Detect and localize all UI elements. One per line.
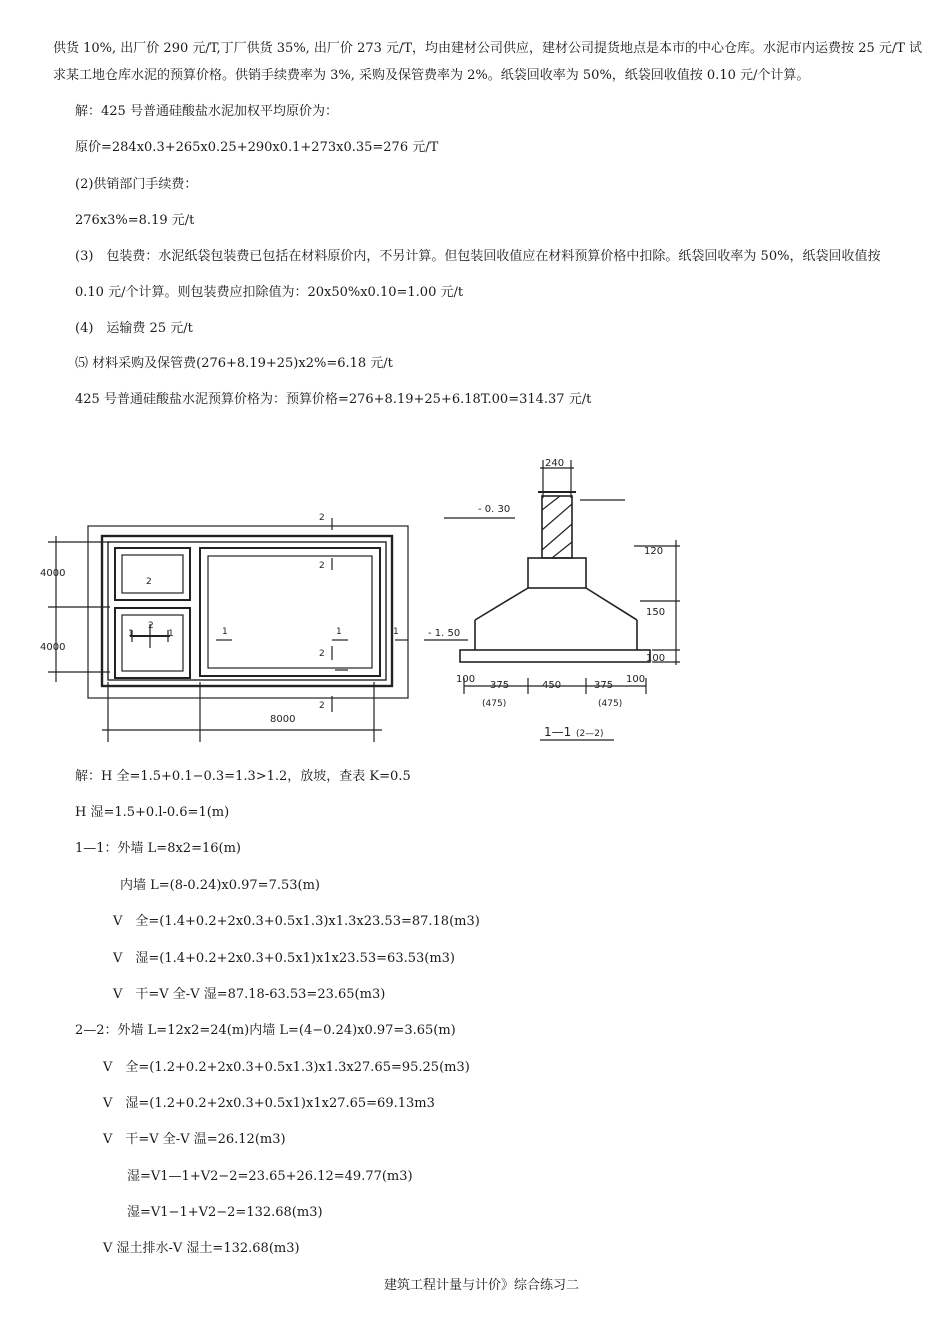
foundation-plan (48, 518, 408, 742)
section-level-neg030: - 0. 30 (478, 504, 511, 515)
text-line-25: V 湿土排水-V 湿土=132.68(m3) (103, 1241, 300, 1256)
section-dim-100-left: 100 (456, 674, 476, 685)
text-line-2: 求某工地仓库水泥的预算价格。供销手续费率为 3%, 采购及保管费率为 2%。纸袋回收率为 50%，纸袋回收值按 0.10 元/个计算。 (53, 68, 810, 83)
section-caption: 1—1 (544, 725, 572, 739)
plan-mark-2-low: 2 (319, 649, 325, 659)
section-dim-450: 450 (542, 680, 562, 691)
text-line-22: V 干=V 全-V 温=26.12(m3) (103, 1132, 286, 1147)
text-line-23: 湿=V1—1+V2−2=23.65+26.12=49.77(m3) (127, 1169, 413, 1184)
plan-wall-inner (108, 542, 386, 680)
text-line-9: (4) 运输费 25 元/t (75, 321, 193, 336)
room-top-left-inner (122, 555, 183, 593)
text-line-20: V 全=(1.2+0.2+2x0.3+0.5x1.3)x1.3x27.65=95.25(m3) (103, 1060, 470, 1075)
section-level-neg150: - 1. 50 (428, 628, 461, 639)
section-dim-100-right: 100 (646, 653, 666, 664)
section-dim-475-left: (475) (482, 699, 507, 709)
plan-mark-2-small: 2 (148, 621, 154, 631)
text-line-24: 湿=V1−1+V2−2=132.68(m3) (127, 1205, 323, 1220)
text-line-14: 1—1：外墙 L=8x2=16(m) (75, 841, 241, 856)
section-dim-240: 240 (545, 458, 565, 469)
plan-wall-outer (102, 536, 392, 686)
plan-mark-1-room: 1 (222, 627, 228, 637)
section-dim-375-right: 375 (594, 680, 614, 691)
text-line-4: 原价=284x0.3+265x0.25+290x0.1+273x0.35=276 元/T (75, 140, 439, 155)
text-line-21: V 湿=(1.2+0.2+2x0.3+0.5x1)x1x27.65=69.13m3 (103, 1096, 435, 1111)
plan-mark-1-room-right: 1 (336, 627, 342, 637)
room-bottom-left-outer (115, 608, 190, 678)
text-line-10: ⑸ 材料采购及保管费(276+8.19+25)x2%=6.18 元/t (75, 356, 393, 371)
plan-mark-1-right: 1 (168, 629, 174, 639)
plan-mark-2-top: 2 (319, 513, 325, 523)
section-dim-120: 120 (644, 546, 664, 557)
plan-outer-border (88, 526, 408, 698)
text-line-13: H 湿=1.5+0.l-0.6=1(m) (75, 805, 230, 820)
plan-mark-2-room: 2 (146, 577, 152, 587)
plan-mark-1-left: 1 (128, 629, 134, 639)
foundation-drawings-svg (40, 450, 690, 750)
section-dim-100-end: 100 (626, 674, 646, 685)
room-right-inner (208, 556, 372, 668)
page-footer-title: 建筑工程计量与计价》综合练习二 (384, 1278, 580, 1293)
plan-mark-2-bottom: 2 (319, 701, 325, 711)
plan-mark-2-mid: 2 (319, 561, 325, 571)
text-line-6: 276x3%=8.19 元/t (75, 213, 195, 228)
text-line-15: 内墙 L=(8-0.24)x0.97=7.53(m) (120, 878, 320, 893)
text-line-17: V 湿=(1.4+0.2+2x0.3+0.5x1)x1x23.53=63.53(m3) (113, 951, 456, 966)
foundation-section (424, 460, 680, 740)
section-labels (428, 458, 665, 739)
text-line-18: V 干=V 全-V 湿=87.18-63.53=23.65(m3) (113, 987, 386, 1002)
foundation-figures (40, 450, 690, 754)
section-dim-375-left: 375 (490, 680, 510, 691)
plan-labels (40, 513, 399, 725)
text-line-8: 0.10 元/个计算。则包装费应扣除值为：20x50%x0.10=1.00 元/t (75, 285, 464, 300)
plan-dim-4000-bottom: 4000 (40, 642, 66, 653)
plan-mark-1-edge: 1 (393, 627, 399, 637)
text-line-3: 解：425 号普通硅酸盐水泥加权平均原价为： (75, 104, 338, 119)
text-line-12: 解：H 全=1.5+0.1−0.3=1.3>1.2，放坡，查表 K=0.5 (75, 769, 411, 784)
text-line-16: V 全=(1.4+0.2+2x0.3+0.5x1.3)x1.3x23.53=87.18(m3) (113, 914, 480, 929)
section-caption-sub: (2—2) (576, 729, 604, 739)
text-line-1: 供货 10%, 出厂价 290 元/T,丁厂供货 35%, 出厂价 273 元/T，均由建材公司供应，建材公司提货地点是本市的中心仓库。水泥市内运费按 25 元/T 试 (53, 41, 923, 56)
room-top-left-outer (115, 548, 190, 600)
section-dim-150: 150 (646, 607, 666, 618)
text-line-11: 425 号普通硅酸盐水泥预算价格为：预算价格=276+8.19+25+6.18T.00=314.37 元/t (75, 392, 592, 407)
text-line-19: 2—2：外墙 L=12x2=24(m)内墙 L=(4−0.24)x0.97=3.65(m) (75, 1023, 456, 1038)
text-line-5: (2)供销部门手续费： (75, 177, 198, 192)
plan-dim-8000: 8000 (270, 714, 296, 725)
room-right-outer (200, 548, 380, 676)
section-dim-475-right: (475) (598, 699, 623, 709)
plan-dim-4000-top: 4000 (40, 568, 66, 579)
text-line-7: (3) 包装费：水泥纸袋包装费已包括在材料原价内，不另计算。但包装回收值应在材料预算价格中扣除。纸袋回收率为 50%，纸袋回收值按 (75, 249, 881, 264)
